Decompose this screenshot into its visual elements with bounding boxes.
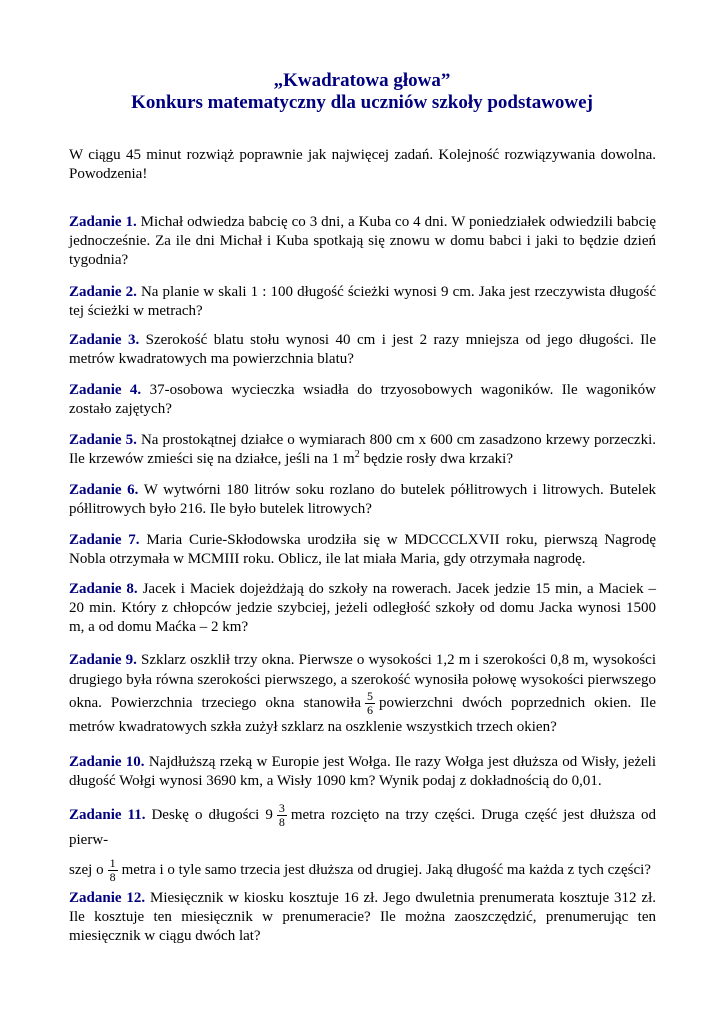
document-title: „Kwadratowa głowa” bbox=[273, 70, 451, 91]
task-text: 37-osobowa wycieczka wsiadła do trzyosobowych wagoników. Ile wagoników zostało zajętych? bbox=[69, 382, 657, 417]
superscript: 2 bbox=[354, 449, 360, 460]
task-label: Zadanie 8. bbox=[69, 581, 138, 597]
task-text: Deskę o długości 9 bbox=[151, 806, 273, 823]
task-label: Zadanie 7. bbox=[69, 532, 140, 548]
task-7 bbox=[69, 531, 656, 569]
task-label: Zadanie 2. bbox=[69, 284, 137, 300]
task-label: Zadanie 12. bbox=[69, 890, 146, 906]
task-text: Na planie w skali 1 : 100 długość ścieżki wynosi 9 cm. Jaka jest rzeczywista długość tej ścieżki w metrach? bbox=[69, 284, 656, 319]
document-subtitle: Konkurs matematyczny dla uczniów szkoły podstawowej bbox=[131, 92, 593, 113]
task-text-cont: metra i o tyle samo trzecia jest dłuższa od drugiej. Jaką długość ma każda z tych części? bbox=[121, 861, 651, 878]
task-text: W wytwórni 180 litrów soku rozlano do butelek półlitrowych i litrowych. Butelek półlitrowych było 216. Ile było butelek litrowych? bbox=[69, 482, 657, 517]
task-3 bbox=[69, 331, 656, 369]
task-label: Zadanie 1. bbox=[69, 214, 137, 230]
task-12 bbox=[69, 889, 656, 946]
task-text: Michał odwiedza babcię co 3 dni, a Kuba co 4 dni. W poniedziałek odwiedzili babcię jednocześnie. Za ile dni Michał i Kuba spotkają się znowu w domu babci i jaki to będzie dzień tygodnia? bbox=[69, 214, 657, 268]
task-5 bbox=[69, 431, 656, 469]
fraction bbox=[365, 690, 375, 717]
fraction bbox=[108, 857, 118, 884]
intro-text: W ciągu 45 minut rozwiąż poprawnie jak najwięcej zadań. Kolejność rozwiązywania dowolna. Powodzenia! bbox=[69, 147, 656, 182]
task-label: Zadanie 6. bbox=[69, 482, 139, 498]
fraction-numerator: 1 bbox=[109, 856, 116, 870]
fraction-numerator: 5 bbox=[367, 689, 373, 703]
task-text-cont: metra rozcięto na trzy części. Druga część jest dłuższa od pierw- bbox=[69, 806, 657, 848]
task-label: Zadanie 9. bbox=[69, 652, 137, 668]
task-4 bbox=[69, 381, 656, 419]
task-text: Na prostokątnej działce o wymiarach 800 cm x 600 cm zasadzono krzewy porzeczki. Ile krzewów zmieści się na działce, jeśli na 1 m bbox=[69, 432, 657, 467]
task-9 bbox=[69, 650, 656, 737]
task-label: Zadanie 4. bbox=[69, 382, 142, 398]
fraction-denominator: 8 bbox=[278, 815, 285, 829]
task-label: Zadanie 5. bbox=[69, 432, 137, 448]
task-10 bbox=[69, 753, 656, 791]
fraction-denominator: 8 bbox=[109, 870, 116, 884]
task-text: Miesięcznik w kiosku kosztuje 16 zł. Jego dwuletnia prenumerata kosztuje 312 zł. Ile kosztuje ten miesięcznik w prenumeracie? Ile można zaoszczędzić, prenumerując ten miesięcznik w ciągu dwóch lat? bbox=[69, 890, 657, 944]
task-text-cont: będzie rosły dwa krzaki? bbox=[359, 451, 513, 467]
task-text: Maria Curie-Skłodowska urodziła się w MDCCCLXVII roku, pierwszą Nagrodę Nobla otrzymała w MCMIII roku. Oblicz, ile lat miała Maria, gdy otrzymała nagrodę. bbox=[69, 532, 657, 567]
task-text: Szklarz oszklił trzy okna. Pierwsze o wysokości 1,2 m i szerokości 0,8 m, wysokości drugiego była równa szerokości pierwszego, a szerokość wynosiła połowę wysokości pierwszego okna. Powierzchnia trzeciego okna stanowiła bbox=[69, 652, 656, 711]
task-text-cont: powierzchni dwóch poprzednich okien. Ile metrów kwadratowych szkła zużył szklarz na oszklenie wszystkich trzech okien? bbox=[69, 694, 656, 735]
task-text: Jacek i Maciek dojeżdżają do szkoły na rowerach. Jacek jedzie 15 min, a Maciek – 20 min. Który z chłopców jedzie szybciej, jeżeli odległość szkoły od domu Jacka wynosi 1500 m, a od domu Maćka – 2 km? bbox=[69, 581, 656, 635]
task-text: Szerokość blatu stołu wynosi 40 cm i jest 2 razy mniejsza od jego długości. Ile metrów kwadratowych ma powierzchnia blatu? bbox=[69, 332, 657, 367]
task-11 bbox=[69, 802, 656, 884]
task-6 bbox=[69, 481, 656, 519]
task-2 bbox=[69, 283, 656, 321]
fraction bbox=[277, 802, 287, 829]
task-1 bbox=[69, 213, 656, 270]
task-text-cont: szej o bbox=[69, 861, 104, 878]
task-text: Najdłuższą rzeką w Europie jest Wołga. Ile razy Wołga jest dłuższa od Wisły, jeżeli długość Wołgi wynosi 3690 km, a Wisły 1090 km? Wynik podaj z dokładnością do 0,01. bbox=[69, 754, 657, 789]
fraction-denominator: 6 bbox=[367, 703, 373, 717]
task-label: Zadanie 10. bbox=[69, 754, 145, 770]
task-label: Zadanie 11. bbox=[69, 806, 146, 823]
fraction-numerator: 3 bbox=[278, 801, 285, 815]
task-label: Zadanie 3. bbox=[69, 332, 140, 348]
task-8 bbox=[69, 580, 656, 637]
